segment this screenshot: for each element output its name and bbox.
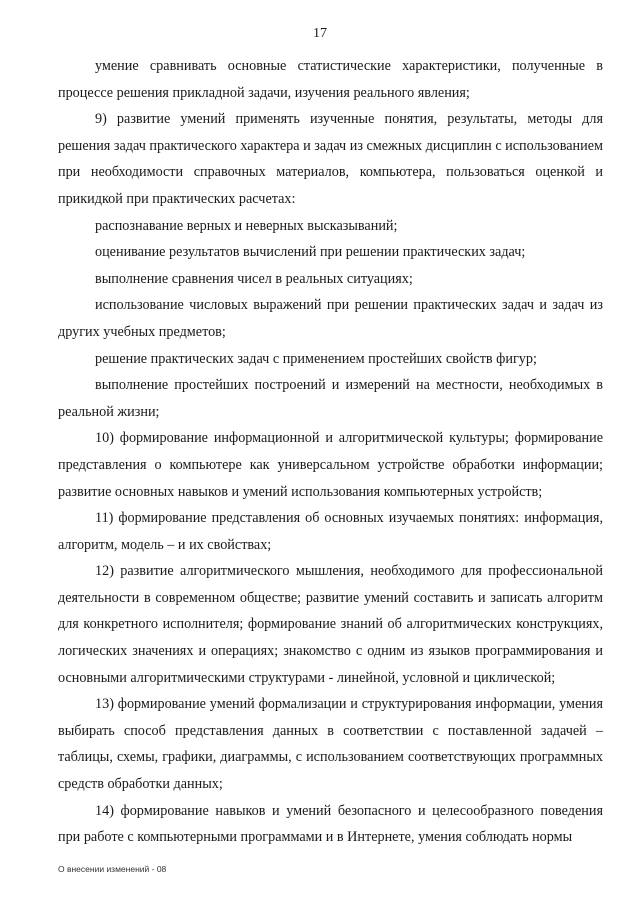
paragraph: 12) развитие алгоритмического мышления, необходимого для профессиональной деятельности в современном обществе; развитие умений составить и записать алгоритм для конкретного исполнителя; формирование знаний об алгоритмических конструкциях, логических значениях и операциях; знакомство с одним из языков программирования и основными алгоритмическими структурами - линейной, условной и циклической; [58, 563, 603, 686]
paragraph: 11) формирование представления об основных изучаемых понятиях: информация, алгоритм, модель – и их свойствах; [58, 510, 603, 553]
paragraph: 9) развитие умений применять изученные понятия, результаты, методы для решения задач практического характера и задач из смежных дисциплин с использованием при необходимости справочных материалов, компьютера, пользоваться оценкой и прикидкой при практических расчетах: [58, 111, 603, 207]
paragraph: использование числовых выражений при решении практических задач и задач из других учебных предметов; [58, 297, 603, 340]
paragraph: умение сравнивать основные статистические характеристики, полученные в процессе решения прикладной задачи, изучения реального явления; [58, 58, 603, 101]
body-text [58, 53, 603, 851]
paragraph: выполнение простейших построений и измерений на местности, необходимых в реальной жизни; [58, 377, 603, 420]
paragraph: 10) формирование информационной и алгоритмической культуры; формирование представления о компьютере как универсальном устройстве обработки информации; развитие основных навыков и умений использования компьютерных устройств; [58, 430, 603, 500]
page-number: 17 [313, 26, 327, 41]
paragraph: оценивание результатов вычислений при решении практических задач; [95, 244, 526, 261]
footer-note: О внесении изменений - 08 [58, 864, 167, 874]
paragraph: распознавание верных и неверных высказываний; [95, 217, 398, 234]
paragraph: выполнение сравнения чисел в реальных ситуациях; [95, 270, 413, 287]
paragraph: 14) формирование навыков и умений безопасного и целесообразного поведения при работе с компьютерными программами и в Интернете, умения соблюдать нормы [58, 802, 603, 846]
paragraph: решение практических задач с применением простейших свойств фигур; [95, 350, 537, 367]
paragraph: 13) формирование умений формализации и структурирования информации, умения выбирать способ представления данных в соответствии с поставленной задачей – таблицы, схемы, графики, диаграммы, с использованием соответствующих программных средств обработки данных; [58, 696, 603, 793]
